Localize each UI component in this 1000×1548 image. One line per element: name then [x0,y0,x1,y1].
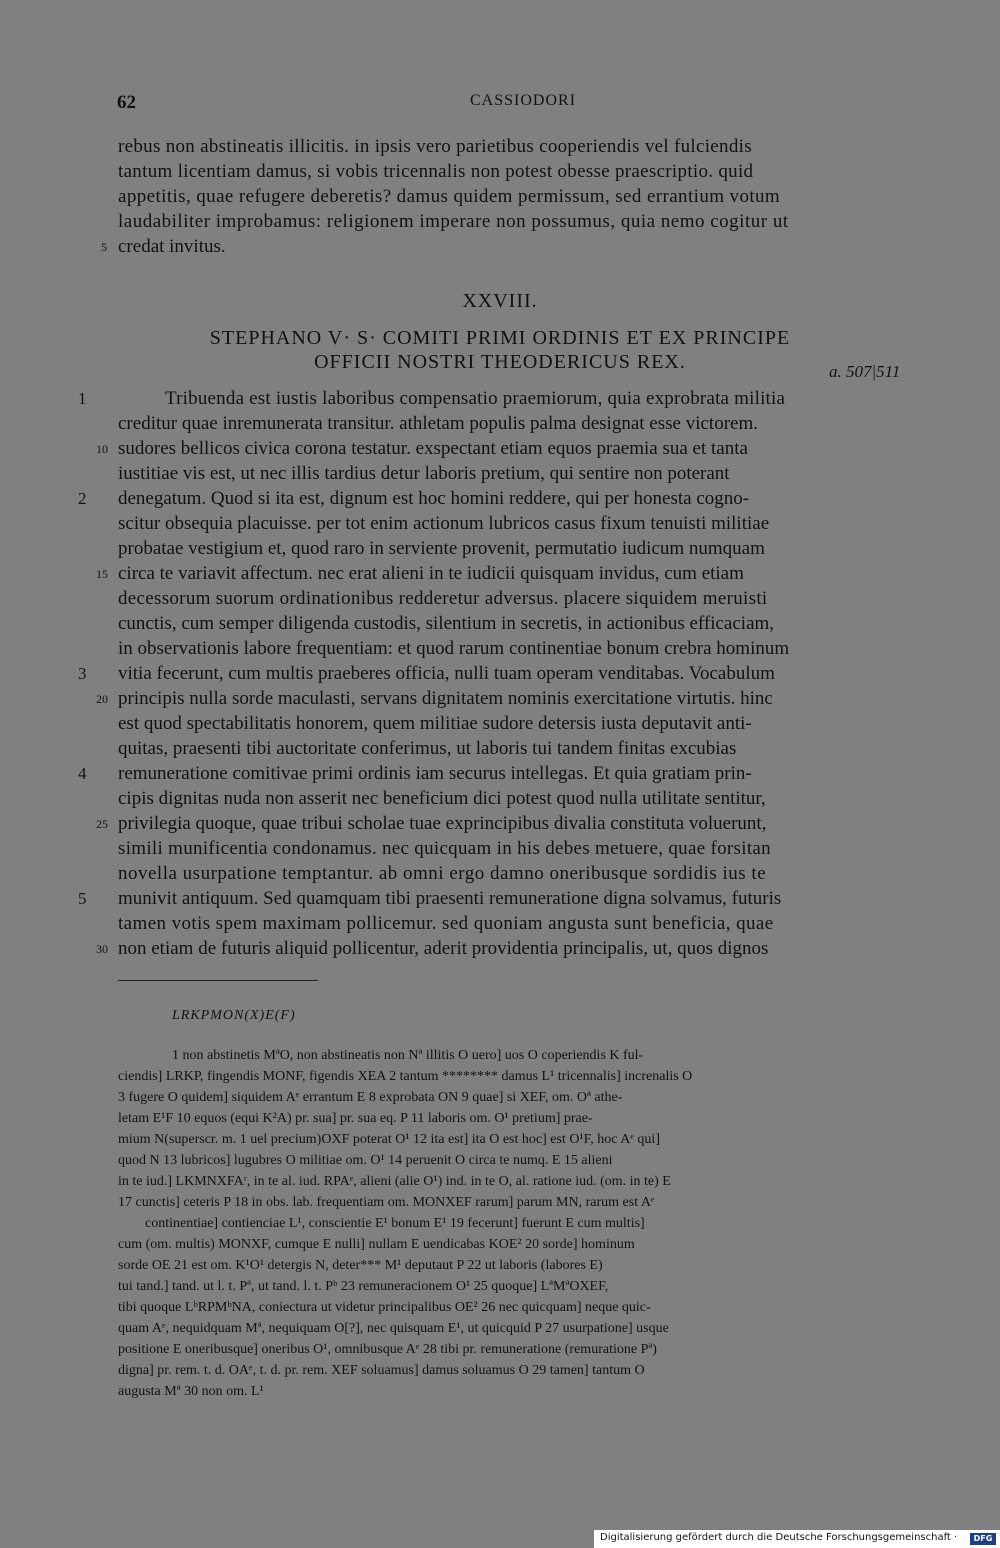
apparatus-line: quod N 13 lubricos] lugubres O militiae om. O¹ 14 peruenit O circa te numq. E 15 alieni [118,1153,613,1168]
text-line: simili munificentia condonamus. nec quicquam in his debes metuere, quae forsitan [118,838,771,859]
running-title: CASSIODORI [470,92,577,109]
text-line: munivit antiquum. Sed quamquam tibi praesenti remuneratione digna solvamus, futuris [118,888,782,909]
apparatus-line: mium N(superscr. m. 1 uel precium)OXF poterat O¹ 12 ita est] ita O est hoc] est O¹F, hoc Aᵉ qui] [118,1132,660,1147]
text-line: tamen votis spem maximam pollicemur. sed quoniam angusta sunt beneficia, quae [118,913,774,934]
apparatus-line: digna] pr. rem. t. d. OAᵉ, t. d. pr. rem. XEF soluamus] damus soluamus O 29 tamen] tantum O [118,1363,645,1378]
text-line: principis nulla sorde maculasti, servans dignitatem nominis exercitatione virtutis. hinc [118,688,773,709]
text-line: in observationis labore frequentiam: et quod rarum continentiae bonum crebra hominum [118,638,790,659]
paragraph-number: 3 [78,664,87,683]
dfg-logo: DFG [970,1533,996,1545]
apparatus-line: quam Aᵉ, nequidquam Mª, nequiquam O[?], nec quisquam E¹, ut quicquid P 27 usurpatione] usque [118,1321,669,1336]
footer-credit: Digitalisierung gefördert durch die Deutsche Forschungsgemeinschaft · [600,1532,958,1543]
apparatus-line: tui tand.] tand. ut l. t. Pª, ut tand. l. t. Pᵇ 23 remuneracionem O¹ 25 quoque] LªMªOXEF, [118,1279,609,1294]
chapter-address-line-1: STEPHANO V· S· COMITI PRIMI ORDINIS ET EX PRINCIPE [209,327,791,349]
paragraph-number: 5 [78,889,87,908]
text-line: sudores bellicos civica corona testatur. exspectant etiam equos praemia sua et tanta [118,438,748,459]
text-line: cipis dignitas nuda non asserit nec beneficium dici potest quod nulla utilitate sentitur, [118,788,766,809]
apparatus-line: 1 non abstinetis MªO, non abstineatis non Nª illitis O uero] uos O coperiendis K ful- [172,1048,644,1063]
text-line: privilegia quoque, quae tribui scholae tuae exprincipibus divalia constituta voluerunt, [118,813,767,834]
text-line: credat invitus. [118,236,226,257]
paragraph-number: 4 [78,764,87,783]
line-number: 30 [96,942,108,956]
line-number: 10 [96,442,108,456]
line-number: 5 [101,240,107,254]
paragraph-number: 2 [78,489,87,508]
text-line: rebus non abstineatis illicitis. in ipsis vero parietibus cooperiendis vel fulciendis [118,136,752,157]
text-line: vitia fecerunt, cum multis praeberes officia, nulli tuam operam venditabas. Vocabulum [118,663,775,684]
text-line: quitas, praesenti tibi auctoritate conferimus, ut laboris tui tandem finitas excubias [118,738,737,759]
text-line: non etiam de futuris aliquid pollicentur, aderit providentia principalis, ut, quos dignos [118,938,769,959]
text-line: remuneratione comitivae primi ordinis iam securus intellegas. Et quia gratiam prin- [118,763,752,784]
digitization-footer [594,1530,1000,1548]
line-number: 15 [96,567,108,581]
text-line: probatae vestigium et, quod raro in serviente provenit, permutatio iudicum numquam [118,538,765,559]
text-line: tantum licentiam damus, si vobis tricennalis non potest obesse praescriptio. quid [118,161,754,182]
chapter-address-line-2: OFFICII NOSTRI THEODERICUS REX. [314,351,686,373]
text-line: Tribuenda est iustis laboribus compensatio praemiorum, quia exprobrata militia [165,388,786,409]
apparatus-line: letam E¹F 10 equos (equi K²A) pr. sua] pr. sua eq. P 11 laboris om. O¹ pretium] prae- [118,1111,593,1126]
page-number: 62 [117,92,136,113]
apparatus-line: augusta Mª 30 non om. L¹ [118,1384,264,1399]
apparatus-line: sorde OE 21 est om. K¹O¹ detergis N, deter*** M¹ deputaut P 22 ut laboris (labores E) [118,1258,603,1273]
text-line: novella usurpatione temptantur. ab omni ergo damno oneribusque sordidis ius te [118,863,767,884]
text-line: denegatum. Quod si ita est, dignum est hoc homini reddere, qui per honesta cogno- [118,488,750,509]
apparatus-line: ciendis] LRKP, fingendis MONF, figendis XEA 2 tantum ******** damus L¹ tricennalis] increnalis O [118,1069,693,1084]
text-line: circa te variavit affectum. nec erat alieni in te iudicii quisquam invidus, cum etiam [118,563,744,584]
text-line: scitur obsequia placuisse. per tot enim actionum lubricos casus fixum tenuisti militiae [118,513,770,534]
text-line: iustitiae vis est, ut nec illis tardius detur laboris pretium, qui sentire non poterant [118,463,730,484]
text-line: decessorum suorum ordinationibus redderetur adversus. placere siquidem meruisti [118,588,768,609]
manuscript-sigla: LRKPMON(X)E(F) [172,1008,296,1023]
paragraph-number: 1 [78,389,87,408]
apparatus-line: 3 fugere O quidem] siquidem Aᵉ errantum E 8 exprobata ON 9 quae] si XEF, om. Oª athe- [118,1090,623,1105]
text-line: laudabiliter improbamus: religionem imperare non possumus, quia nemo cogitur ut [118,211,789,232]
text-line: cunctis, cum semper diligenda custodis, silentium in secretis, in actionibus efficaciam, [118,613,775,634]
chapter-number: XXVIII. [462,290,538,312]
apparatus-line: tibi quoque LᵇRPMᵇNA, coniectura ut videtur principalibus OE² 26 nec quicquam] neque quic- [118,1300,651,1315]
apparatus-line: in te iud.] LKMNXFAʳ, in te al. iud. RPAᵉ, alieni (alie O¹) ind. in te O, al. ratione iud. (om. in te) E [118,1174,671,1189]
apparatus-line: continentiae] contienciae L¹, conscientie E¹ bonum E¹ 19 fecerunt] fuerunt E cum multis] [145,1216,645,1231]
text-line: creditur quae inremunerata transitur. athletam populis palma designat esse victorem. [118,413,758,434]
line-number: 20 [96,692,108,706]
apparatus-line: cum (om. multis) MONXF, cumque E nulli] nullam E uendicabas KOE² 20 sorde] hominum [118,1237,635,1252]
text-line: appetitis, quae refugere deberetis? damus quidem permissum, sed errantium votum [118,186,781,207]
footnote-rule [118,980,318,981]
apparatus-line: 17 cunctis] ceteris P 18 in obs. lab. frequentiam om. MONXEF rarum] parum MN, rarum est Aᵉ [118,1195,655,1210]
line-number: 25 [96,817,108,831]
apparatus-line: positione E oneribusque] oneribus O¹, omnibusque Aᵉ 28 tibi pr. remuneratione (remuratione Pª) [118,1342,657,1357]
text-line: est quod spectabilitatis honorem, quem militiae sudore detersis iusta deputavit anti- [118,713,752,734]
letter-date: a. 507|511 [829,362,901,381]
